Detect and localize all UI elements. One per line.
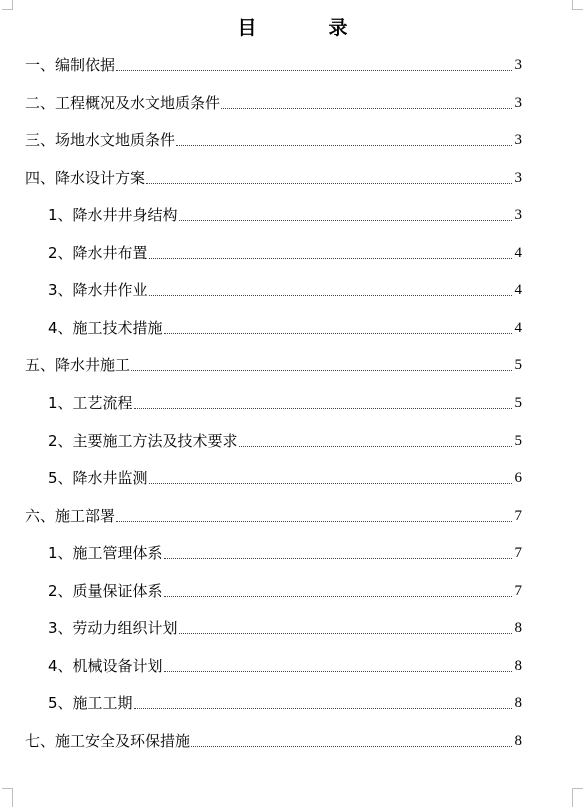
toc-entry-page-number: 7 [514, 508, 522, 524]
toc-entry-text: 三、场地水文地质条件 [25, 131, 176, 149]
toc-entry[interactable] [25, 93, 522, 113]
toc-entry-text: 4、施工技术措施 [48, 319, 163, 337]
toc-entry-page-number: 3 [514, 57, 522, 73]
toc-entry-page-number: 3 [514, 170, 522, 186]
toc-dot-leader [149, 295, 512, 296]
toc-entry-text: 3、劳动力组织计划 [48, 619, 178, 637]
toc-entry-page-number: 5 [514, 357, 522, 373]
toc-dot-leader [149, 483, 512, 484]
toc-dot-leader [176, 145, 512, 146]
toc-entry-text: 六、施工部署 [25, 507, 116, 525]
toc-dot-leader [179, 220, 512, 221]
toc-dot-leader [191, 746, 512, 747]
toc-dot-leader [164, 558, 512, 559]
toc-entry-text: 3、降水井作业 [48, 281, 148, 299]
toc-dot-leader [146, 183, 512, 184]
toc-entry-page-number: 4 [514, 320, 522, 336]
toc-entry-text: 1、工艺流程 [48, 394, 133, 412]
toc-entry[interactable] [48, 693, 522, 713]
toc-entry-page-number: 8 [514, 658, 522, 674]
toc-entry-page-number: 4 [514, 245, 522, 261]
toc-entry-text: 2、降水井布置 [48, 244, 148, 262]
toc-entry-text: 5、降水井监测 [48, 469, 148, 487]
toc-entry[interactable] [25, 55, 522, 75]
toc-dot-leader [116, 521, 512, 522]
toc-entry-page-number: 7 [514, 545, 522, 561]
toc-dot-leader [164, 333, 512, 334]
toc-entry[interactable] [48, 280, 522, 300]
toc-dot-leader [116, 70, 512, 71]
toc-heading-part-2: 录 [328, 17, 348, 39]
toc-entry-text: 五、降水井施工 [25, 356, 131, 374]
toc-entry-text: 5、施工工期 [48, 694, 133, 712]
toc-entry-text: 2、主要施工方法及技术要求 [48, 432, 238, 450]
toc-entry[interactable] [25, 731, 522, 751]
toc-dot-leader [239, 446, 512, 447]
toc-entry[interactable] [48, 656, 522, 676]
toc-entry-text: 1、施工管理体系 [48, 544, 163, 562]
toc-dot-leader [131, 370, 512, 371]
toc-dot-leader [221, 108, 512, 109]
toc-entry-page-number: 3 [514, 132, 522, 148]
toc-entry-text: 一、编制依据 [25, 56, 116, 74]
toc-entry-text: 二、工程概况及水文地质条件 [25, 94, 221, 112]
toc-dot-leader [134, 408, 512, 409]
toc-heading-part-1: 目 [237, 17, 257, 39]
toc-entry-text: 1、降水井井身结构 [48, 206, 178, 224]
toc-entry-page-number: 4 [514, 282, 522, 298]
toc-entry[interactable] [48, 581, 522, 601]
toc-dot-leader [134, 708, 512, 709]
toc-entry[interactable] [48, 205, 522, 225]
toc-entry[interactable] [48, 393, 522, 413]
toc-dot-leader [164, 671, 512, 672]
toc-entry-text: 七、施工安全及环保措施 [25, 732, 191, 750]
toc-entry[interactable] [48, 243, 522, 263]
toc-entry[interactable] [25, 130, 522, 150]
toc-entry[interactable] [25, 355, 522, 375]
toc-dot-leader [179, 633, 512, 634]
toc-entry-text: 四、降水设计方案 [25, 169, 146, 187]
toc-entry-page-number: 6 [514, 470, 522, 486]
toc-entry-page-number: 3 [514, 95, 522, 111]
toc-entry-page-number: 5 [514, 433, 522, 449]
toc-entry[interactable] [48, 318, 522, 338]
toc-entry-page-number: 8 [514, 620, 522, 636]
toc-entry[interactable] [48, 468, 522, 488]
toc-entry-page-number: 8 [514, 695, 522, 711]
toc-entry-text: 4、机械设备计划 [48, 657, 163, 675]
toc-dot-leader [164, 596, 512, 597]
toc-entry-text: 2、质量保证体系 [48, 582, 163, 600]
toc-entry-page-number: 7 [514, 583, 522, 599]
toc-entry[interactable] [48, 618, 522, 638]
toc-entry[interactable] [48, 543, 522, 563]
toc-dot-leader [149, 258, 512, 259]
toc-entry[interactable] [25, 168, 522, 188]
toc-entry-page-number: 3 [514, 207, 522, 223]
toc-entry-page-number: 5 [514, 395, 522, 411]
toc-entry-page-number: 8 [514, 733, 522, 749]
toc-entry[interactable] [48, 431, 522, 451]
toc-entry[interactable] [25, 506, 522, 526]
